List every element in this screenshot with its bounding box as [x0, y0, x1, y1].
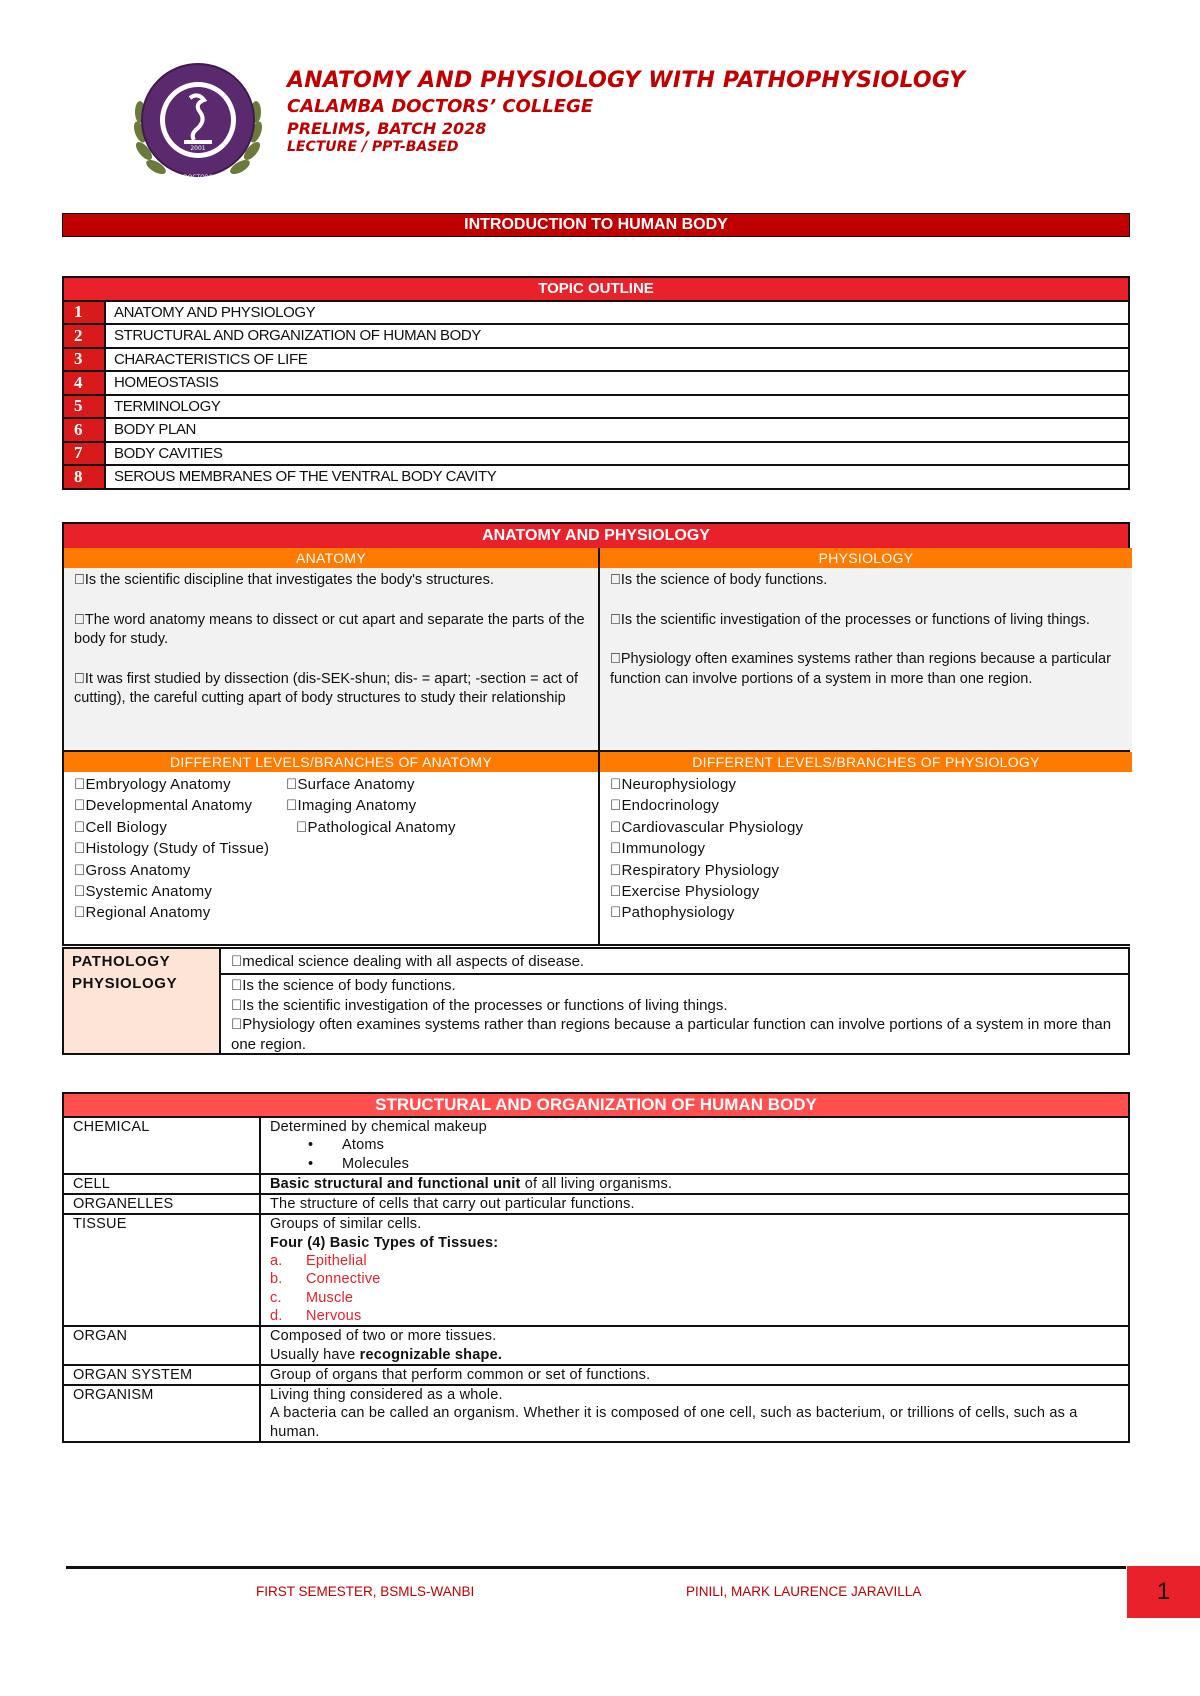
logo-text: CALAMBA DOCTORS' COLLEGE	[151, 174, 245, 181]
level-name: CHEMICAL	[63, 1117, 260, 1174]
list-item: Imaging Anatomy	[286, 797, 405, 815]
anatomy-point: The word anatomy means to dissect or cut apart and separate the parts of the body for study.	[74, 611, 574, 647]
outline-number: 6	[63, 418, 105, 442]
document-header	[287, 68, 965, 155]
exam-batch: PRELIMS, BATCH 2028	[287, 119, 487, 138]
level-description: Determined by chemical makeup	[270, 1119, 487, 1135]
list-item: • Atoms	[270, 1136, 1119, 1154]
table-row	[63, 1214, 1129, 1326]
level-description: Composed of two or more tissues. Usually have recognizable shape.	[260, 1326, 1129, 1365]
tissue-type: b. Connective	[270, 1271, 381, 1288]
definition-line: Physiology often examines systems rather than regions because a particular function can involve portions of a system in more than one region.	[231, 1016, 1100, 1053]
footer-author: PINILI, MARK LAURENCE JARAVILLA	[686, 1584, 922, 1599]
logo-year: 2001	[190, 145, 206, 152]
list-item: Surface Anatomy	[286, 776, 404, 793]
outline-label: BODY PLAN	[105, 418, 1129, 442]
table-row	[63, 1174, 1129, 1194]
outline-row	[63, 324, 1129, 348]
outline-number: 4	[63, 371, 105, 395]
list-item: Endocrinology	[610, 797, 708, 815]
lecture-type: LECTURE / PPT-BASED	[287, 139, 459, 155]
outline-number: 5	[63, 395, 105, 419]
physiology-heading: PHYSIOLOGY	[600, 548, 1132, 568]
anatomy-point: Is the scientific discipline that investigates the body's structures.	[74, 572, 483, 588]
outline-row	[63, 395, 1129, 419]
outline-number: 8	[63, 465, 105, 489]
anatomy-column	[64, 548, 598, 750]
level-name: TISSUE	[63, 1214, 260, 1326]
structural-organization-table	[62, 1092, 1130, 1443]
outline-number: 7	[63, 442, 105, 466]
outline-label: ANATOMY AND PHYSIOLOGY	[105, 301, 1129, 325]
anatomy-point: It was first studied by dissection (dis-SEK-shun; dis- = apart; -section = act of cutting), the careful cutting apart of body structures to study their relationship	[74, 670, 568, 706]
pathology-definition: medical science dealing with all aspects of disease.	[221, 949, 1128, 975]
physiology-column	[598, 548, 1132, 750]
physiology-definition	[221, 975, 1128, 1055]
topic-outline-table	[62, 276, 1130, 490]
level-name: ORGAN SYSTEM	[63, 1365, 260, 1385]
outline-number: 3	[63, 348, 105, 372]
outline-row	[63, 301, 1129, 325]
page-number: 1	[1127, 1566, 1200, 1618]
outline-row	[63, 371, 1129, 395]
pathology-label: PATHOLOGY	[72, 953, 171, 970]
level-name: CELL	[63, 1174, 260, 1194]
level-description: The structure of cells that carry out particular functions.	[260, 1194, 1129, 1214]
outline-row	[63, 465, 1129, 489]
list-item: Histology (Study of Tissue)	[74, 840, 258, 858]
list-item: Pathological Anatomy	[296, 818, 445, 836]
list-item: Gross Anatomy	[74, 861, 180, 879]
list-item: Exercise Physiology	[610, 883, 749, 901]
anatomy-branches-list	[64, 772, 598, 944]
table-row	[63, 1326, 1129, 1365]
structural-heading: STRUCTURAL AND ORGANIZATION OF HUMAN BODY	[63, 1093, 1129, 1117]
table-row	[63, 1385, 1129, 1442]
outline-row	[63, 348, 1129, 372]
tissue-type: c. Muscle	[270, 1289, 354, 1306]
list-item: Developmental Anatomy	[74, 797, 241, 815]
tissue-type: a. Epithelial	[270, 1253, 367, 1270]
tissue-type: d. Nervous	[270, 1307, 362, 1324]
outline-label: TERMINOLOGY	[105, 395, 1129, 419]
outline-label: HOMEOSTASIS	[105, 371, 1129, 395]
definition-line: Is the science of body functions.	[231, 977, 445, 994]
physiology-label: PHYSIOLOGY	[72, 975, 178, 992]
list-item: Respiratory Physiology	[610, 861, 768, 879]
table-row	[63, 1194, 1129, 1214]
outline-row	[63, 418, 1129, 442]
topic-outline-heading: TOPIC OUTLINE	[63, 277, 1129, 301]
list-item: Regional Anatomy	[74, 904, 199, 922]
physiology-branches-heading: DIFFERENT LEVELS/BRANCHES OF PHYSIOLOGY	[600, 752, 1132, 772]
definition-line: Is the scientific investigation of the processes or functions of living things.	[231, 996, 717, 1014]
physiology-branches-list	[600, 772, 1132, 944]
list-item: Cell Biology	[74, 818, 156, 836]
level-description: Groups of similar cells. Four (4) Basic Types of Tissues: a. Epithelial b. Connective c. Muscle d. Nervous	[260, 1214, 1129, 1326]
main-title: INTRODUCTION TO HUMAN BODY	[62, 213, 1130, 237]
outline-row	[63, 442, 1129, 466]
anatomy-branches-heading: DIFFERENT LEVELS/BRANCHES OF ANATOMY	[64, 752, 598, 772]
list-item: Pathophysiology	[610, 904, 724, 922]
outline-label: CHARACTERISTICS OF LIFE	[105, 348, 1129, 372]
outline-number: 1	[63, 301, 105, 325]
list-item: • Molecules	[270, 1155, 1119, 1173]
level-name: ORGAN	[63, 1326, 260, 1365]
level-name: ORGANELLES	[63, 1194, 260, 1214]
table-row	[63, 1117, 1129, 1174]
physiology-point: Is the scientific investigation of the processes or functions of living things.	[610, 611, 1080, 628]
anatomy-physiology-heading: ANATOMY AND PHYSIOLOGY	[64, 524, 1128, 548]
footer-divider	[66, 1566, 1126, 1569]
table-row	[63, 1365, 1129, 1385]
anatomy-heading: ANATOMY	[64, 548, 598, 568]
anatomy-physiology-section	[62, 522, 1130, 946]
college-seal-logo	[130, 54, 266, 190]
level-description: Group of organs that perform common or set of functions.	[260, 1365, 1129, 1385]
outline-number: 2	[63, 324, 105, 348]
physiology-point: Is the science of body functions.	[610, 572, 817, 588]
list-item: Neurophysiology	[610, 776, 725, 793]
level-description: Basic structural and functional unit of all living organisms.	[260, 1174, 1129, 1194]
list-item: Cardiovascular Physiology	[610, 818, 792, 836]
list-item: Immunology	[610, 840, 694, 858]
outline-label: STRUCTURAL AND ORGANIZATION OF HUMAN BODY	[105, 324, 1129, 348]
list-item: Embryology Anatomy	[74, 776, 220, 793]
course-title: ANATOMY AND PHYSIOLOGY WITH PATHOPHYSIOLOGY	[287, 68, 966, 93]
level-name: ORGANISM	[63, 1385, 260, 1442]
footer-semester: FIRST SEMESTER, BSMLS-WANBI	[256, 1584, 475, 1599]
physiology-point: Physiology often examines systems rather than regions because a particular function can involve portions of a system in more than one region.	[610, 651, 1101, 687]
level-description: Living thing considered as a whole. A bacteria can be called an organism. Whether it is composed of one cell, such as bacterium, or trillions of cells, such as a human.	[260, 1385, 1129, 1442]
college-name: CALAMBA DOCTORS’ COLLEGE	[287, 96, 594, 117]
outline-label: SEROUS MEMBRANES OF THE VENTRAL BODY CAVITY	[105, 465, 1129, 489]
list-item: Systemic Anatomy	[74, 883, 201, 901]
outline-label: BODY CAVITIES	[105, 442, 1129, 466]
pathology-physiology-box	[62, 947, 1130, 1055]
